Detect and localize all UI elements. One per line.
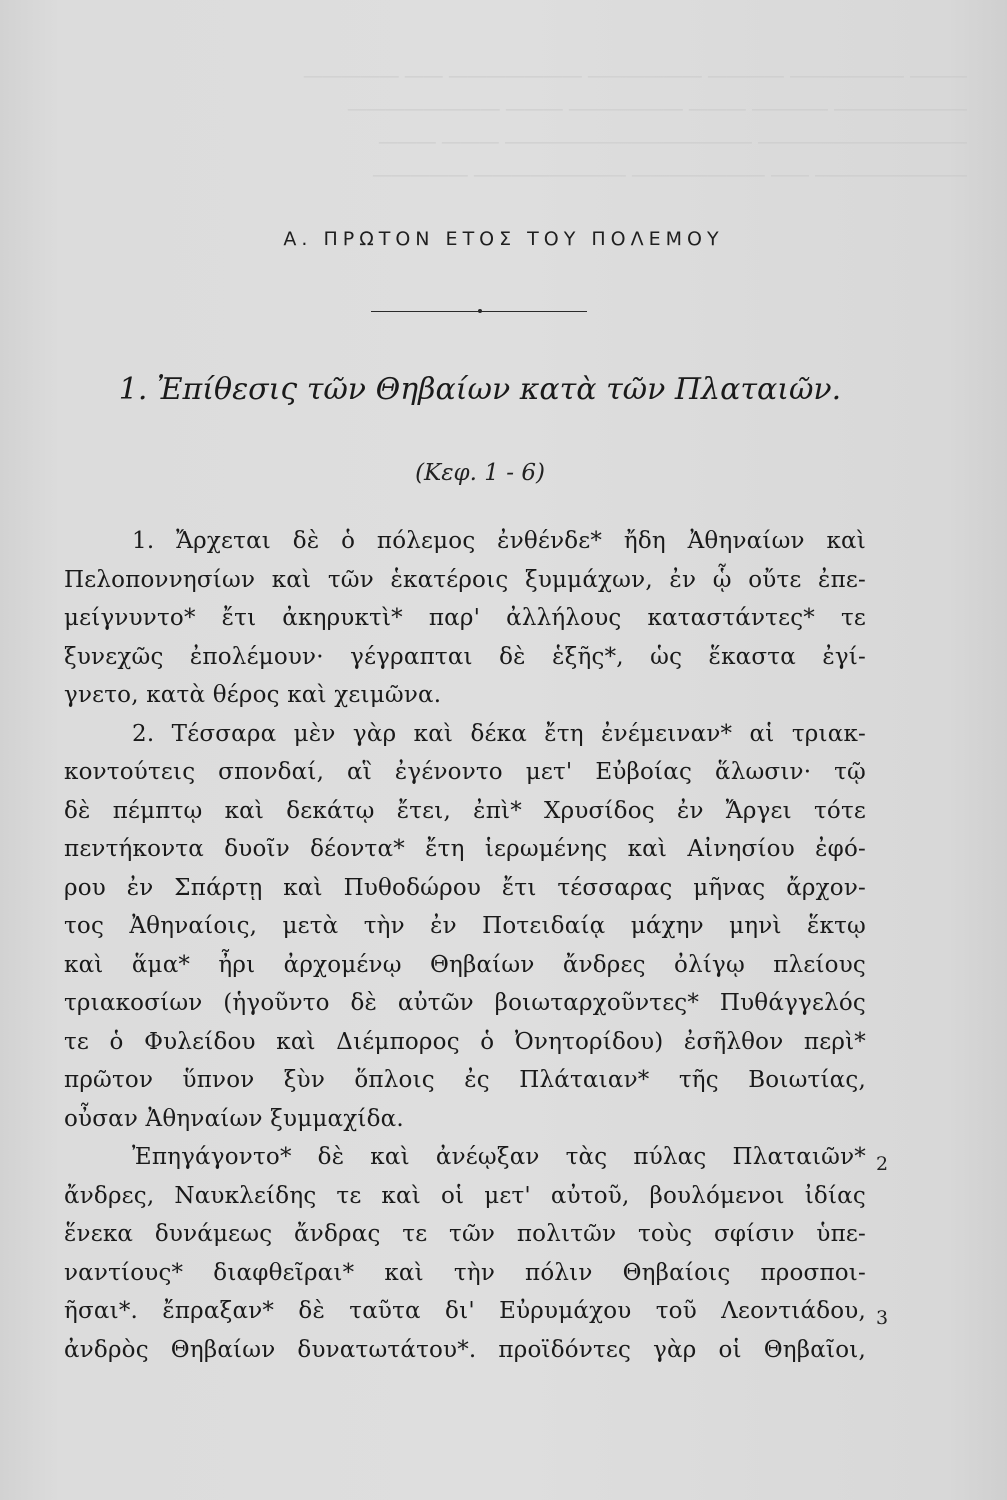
text-line: ἄνδρες, Ναυκλείδης τε καὶ οἱ μετ' αὐτοῦ, βουλόμενοι ἰδίας	[64, 1182, 866, 1209]
text-line: τε ὁ Φυλείδου καὶ Διέμπορος ὁ Ὀνητορίδου) ἐσῆλθον περὶ*	[64, 1028, 866, 1055]
bleed-through-text: ――― ―――――― ―――― ―――――― ――――――― ―― ――――― ――――――― ―――― ――― ―――――― ――― ―――――――― ――――――――――― ――――――――――――― ――― ――― ―――――――― ―― ――――――― ―――――――― ―――――	[303, 65, 967, 186]
running-head: Α. ΠΡΩΤΟΝ ΕΤΟΣ ΤΟΥ ΠΟΛΕΜΟΥ	[283, 228, 724, 250]
text-line: δὲ πέμπτῳ καὶ δεκάτῳ ἔτει, ἐπὶ* Χρυσίδος ἐν Ἄργει τότε	[64, 797, 866, 824]
text-line: ἕνεκα δυνάμεως ἄνδρας τε τῶν πολιτῶν τοὺς σφίσιν ὑπε-	[64, 1221, 866, 1247]
text-line: πρῶτον ὕπνον ξὺν ὅπλοις ἐς Πλάταιαν* τῆς Βοιωτίας,	[64, 1067, 866, 1093]
text-line: πεντήκοντα δυοῖν δέοντα* ἔτη ἱερωμένης καὶ Αἰνησίου ἐφό-	[64, 836, 866, 862]
body-text	[64, 522, 866, 1369]
text-line: τριακοσίων (ἡγοῦντο δὲ αὐτῶν βοιωταρχοῦντες* Πυθάγγελός	[64, 990, 866, 1016]
margin-section-number: 3	[876, 1307, 889, 1329]
text-line: 1. Ἄρχεται δὲ ὁ πόλεμος ἐνθένδε* ἤδη Ἀθηναίων καὶ	[132, 528, 866, 554]
text-line: ξυνεχῶς ἐπολέμουν· γέγραπται δὲ ἑξῆς*, ὡς ἕκαστα ἐγί-	[64, 643, 866, 670]
text-line: ναντίους* διαφθεῖραι* καὶ τὴν πόλιν Θηβαίοις προσποι-	[64, 1259, 866, 1286]
chapter-reference: (Κεφ. 1 - 6)	[415, 460, 545, 486]
text-line: μείγνυντο* ἔτι ἀκηρυκτὶ* παρ' ἀλλήλους καταστάντες* τε	[64, 605, 866, 631]
chapter-title: 1. Ἐπίθεσις τῶν Θηβαίων κατὰ τῶν Πλαταιῶν.	[118, 372, 842, 407]
text-line: ῆσαι*. ἔπραξαν* δὲ ταῦτα δι' Εὐρυμάχου τοῦ Λεοντιάδου,	[64, 1298, 866, 1324]
ornamental-rule-dot	[478, 309, 482, 313]
text-line: ρου ἐν Σπάρτῃ καὶ Πυθοδώρου ἔτι τέσσαρας μῆνας ἄρχον-	[64, 874, 866, 901]
text-line: ἀνδρὸς Θηβαίων δυνατωτάτου*. προϊδόντες γὰρ οἱ Θηβαῖοι,	[64, 1336, 866, 1363]
text-line: Πελοποννησίων καὶ τῶν ἑκατέροις ξυμμάχων, ἐν ᾧ οὔτε ἐπε-	[64, 566, 866, 593]
text-line: τος Ἀθηναίοις, μετὰ τὴν ἐν Ποτειδαίᾳ μάχην μηνὶ ἕκτῳ	[64, 913, 866, 939]
margin-section-number: 2	[876, 1153, 889, 1175]
text-line: 2. Τέσσαρα μὲν γὰρ καὶ δέκα ἔτη ἐνέμειναν* αἱ τριακ-	[132, 720, 866, 747]
text-line: κοντούτεις σπονδαί, αἳ ἐγένοντο μετ' Εὐβοίας ἅλωσιν· τῷ	[64, 759, 866, 785]
text-line: γνετο, κατὰ θέρος καὶ χειμῶνα.	[64, 682, 442, 708]
text-line: Ἐπηγάγοντο* δὲ καὶ ἀνέῳξαν τὰς πύλας Πλαταιῶν*	[132, 1144, 866, 1170]
text-line: οὖσαν Ἀθηναίων ξυμμαχίδα.	[64, 1105, 404, 1132]
text-line: καὶ ἅμα* ἦρι ἀρχομένῳ Θηβαίων ἄνδρες ὀλίγῳ πλείους	[64, 951, 866, 978]
